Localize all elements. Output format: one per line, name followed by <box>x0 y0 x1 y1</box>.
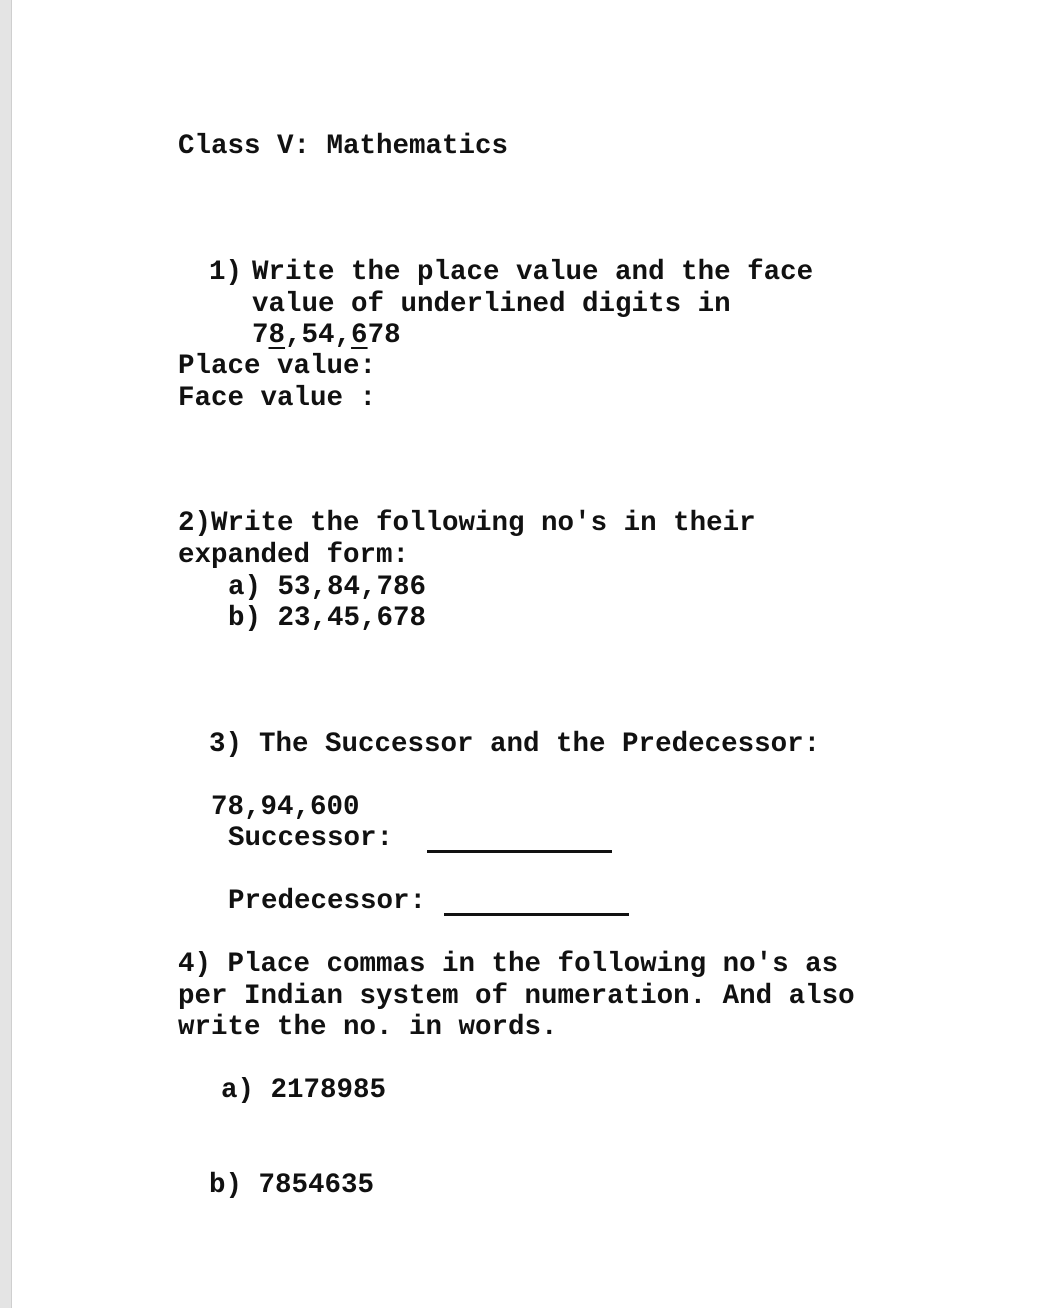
q1-underlined-digit-2: 6 <box>351 320 368 351</box>
q1-num-part3: 78 <box>367 320 401 351</box>
q3-predecessor-label: Predecessor: <box>228 886 427 917</box>
q2-text-line1: 2)Write the following no's in their <box>178 508 756 539</box>
page-title: Class V: Mathematics <box>178 131 509 162</box>
q1-text-line2: value of underlined digits in <box>252 289 731 320</box>
successor-answer-line[interactable] <box>427 850 612 853</box>
q3-title: The Successor and the Predecessor: <box>259 729 821 760</box>
q1-underlined-digit-1: 8 <box>268 320 286 351</box>
q1-number: 1) <box>209 257 243 288</box>
q2-text-line2: expanded form: <box>178 540 410 571</box>
predecessor-answer-line[interactable] <box>444 913 629 916</box>
q1-place-value-label: Place value: <box>178 351 377 382</box>
q4-item-a: a) 2178985 <box>221 1075 387 1106</box>
q1-num-part1: 7 <box>252 320 269 351</box>
q1-num-part2: ,54, <box>285 320 352 351</box>
q2-item-a: a) 53,84,786 <box>228 572 427 603</box>
q2-item-b: b) 23,45,678 <box>228 603 427 634</box>
q4-item-b: b) 7854635 <box>209 1170 375 1201</box>
q4-text-line1: 4) Place commas in the following no's as <box>178 949 839 980</box>
q3-number: 3) <box>209 729 243 760</box>
q1-number-value <box>252 320 401 352</box>
q1-text-line1: Write the place value and the face <box>252 257 814 288</box>
q1-face-value-label: Face value : <box>178 383 377 414</box>
worksheet-page <box>11 0 1051 1308</box>
q4-text-line2: per Indian system of numeration. And also <box>178 981 855 1012</box>
q3-successor-label: Successor: <box>228 823 394 854</box>
q3-number-value: 78,94,600 <box>211 792 360 823</box>
q4-text-line3: write the no. in words. <box>178 1012 558 1043</box>
